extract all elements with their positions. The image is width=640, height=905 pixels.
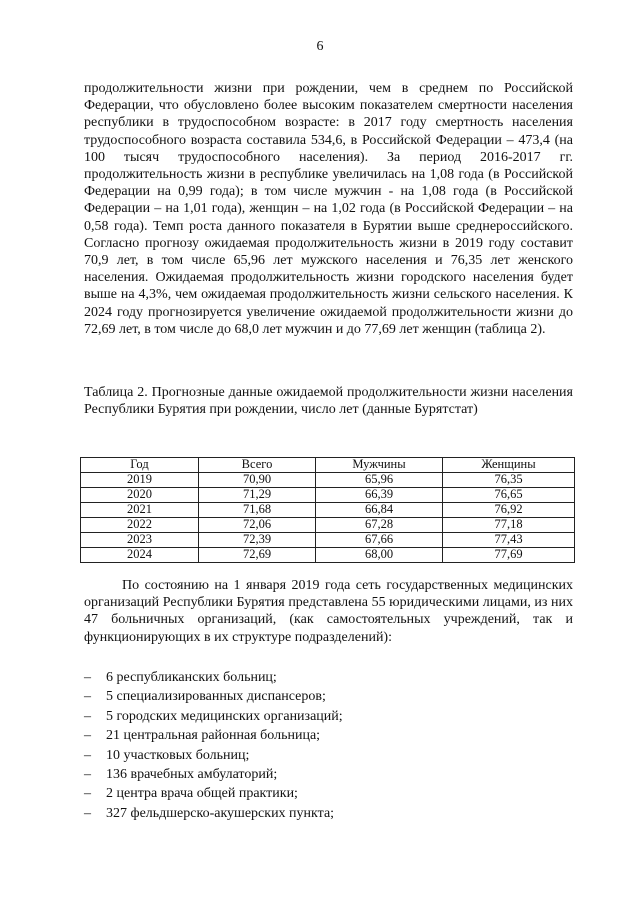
page-number: 6	[316, 39, 324, 54]
list-item	[84, 707, 573, 726]
intro-paragraph: продолжительности жизни при рождении, чем в среднем по Российской Федерации, что обусловлено более высоким показателем смертности населения республики в трудоспособном возрасте: в 2017 году смертность населения трудоспособного возраста составила 534,6, в Российской Федерации – 473,4 (на 100 тысяч трудоспособного населения). За период 2016-2017 гг. продолжительность жизни в республике увеличилась на 1,08 года (в Российской Федерации на 0,99 года); в том числе мужчин - на 1,08 года (в Российской Федерации – на 1,01 года), женщин – на 1,02 года (в Российской Федерации – на 0,58 года). Темп роста данного показателя в Бурятии выше среднероссийского. Согласно прогнозу ожидаемая продолжительность жизни в 2019 году составит 70,9 лет, в том числе 65,96 лет мужского населения и 76,35 лет женского населения. Ожидаемая продолжительность жизни городского населения будет выше на 4,3%, чем ожидаемая продолжительность жизни сельского населения. К 2024 году прогнозируется увеличение ожидаемой продолжительности жизни до 72,69 лет, в том числе до 68,0 лет мужчин и до 77,69 лет женщин (таблица 2).	[84, 81, 573, 337]
network-paragraph: По состоянию на 1 января 2019 года сеть государственных медицинских организаций Республики Бурятия представлена 55 юридическими лицами, из них 47 больничных организаций, (как самостоятельных учреждений, так и функционирующих в их структуре подразделений):	[84, 578, 573, 645]
list-item-text: 136 врачебных амбулаторий;	[106, 767, 278, 783]
list-item-text: 2 центра врача общей практики;	[106, 786, 298, 802]
list-item-text: 21 центральная районная больница;	[106, 728, 321, 744]
table-row	[81, 518, 575, 533]
cell-women: 77,43	[443, 533, 575, 548]
cell-total: 71,68	[199, 503, 316, 518]
list-item-text: 10 участковых больниц;	[106, 747, 250, 763]
list-dash: –	[84, 805, 91, 821]
cell-year: 2020	[81, 488, 199, 503]
list-dash: –	[84, 747, 91, 763]
header-total: Всего	[199, 458, 316, 473]
cell-women: 76,92	[443, 503, 575, 518]
cell-men: 65,96	[316, 473, 443, 488]
cell-year: 2022	[81, 518, 199, 533]
cell-total: 71,29	[199, 488, 316, 503]
cell-year: 2019	[81, 473, 199, 488]
table-row	[81, 473, 575, 488]
cell-men: 66,39	[316, 488, 443, 503]
table-row	[81, 548, 575, 563]
list-dash: –	[84, 786, 91, 802]
table-header-row	[81, 458, 575, 473]
header-year: Год	[81, 458, 199, 473]
cell-year: 2023	[81, 533, 199, 548]
list-item	[84, 804, 573, 823]
cell-total: 72,69	[199, 548, 316, 563]
cell-total: 72,06	[199, 518, 316, 533]
header-men: Мужчины	[316, 458, 443, 473]
list-item-text: 327 фельдшерско-акушерских пункта;	[106, 805, 335, 821]
life-expectancy-table	[80, 457, 575, 563]
list-item	[84, 765, 573, 784]
cell-men: 67,66	[316, 533, 443, 548]
list-item-text: 5 специализированных диспансеров;	[106, 689, 326, 705]
table-row	[81, 533, 575, 548]
list-item	[84, 668, 573, 687]
organization-list	[84, 668, 573, 823]
cell-men: 67,28	[316, 518, 443, 533]
list-dash: –	[84, 728, 91, 744]
list-item	[84, 687, 573, 706]
list-item-text: 6 республиканских больниц;	[106, 670, 277, 685]
cell-total: 72,39	[199, 533, 316, 548]
table-row	[81, 488, 575, 503]
table-row	[81, 503, 575, 518]
list-item	[84, 784, 573, 803]
list-dash: –	[84, 708, 91, 724]
list-dash: –	[84, 689, 91, 705]
cell-men: 68,00	[316, 548, 443, 563]
table-caption: Таблица 2. Прогнозные данные ожидаемой продолжительности жизни населения Республики Бурятия при рождении, число лет (данные Бурятстат)	[84, 385, 573, 418]
list-item	[84, 746, 573, 765]
header-women: Женщины	[443, 458, 575, 473]
list-dash: –	[84, 767, 91, 783]
cell-women: 77,69	[443, 548, 575, 563]
cell-women: 76,65	[443, 488, 575, 503]
cell-year: 2024	[81, 548, 199, 563]
cell-women: 77,18	[443, 518, 575, 533]
cell-women: 76,35	[443, 473, 575, 488]
list-dash: –	[84, 670, 91, 685]
list-item-text: 5 городских медицинских организаций;	[106, 708, 343, 724]
cell-total: 70,90	[199, 473, 316, 488]
list-item	[84, 726, 573, 745]
cell-year: 2021	[81, 503, 199, 518]
cell-men: 66,84	[316, 503, 443, 518]
